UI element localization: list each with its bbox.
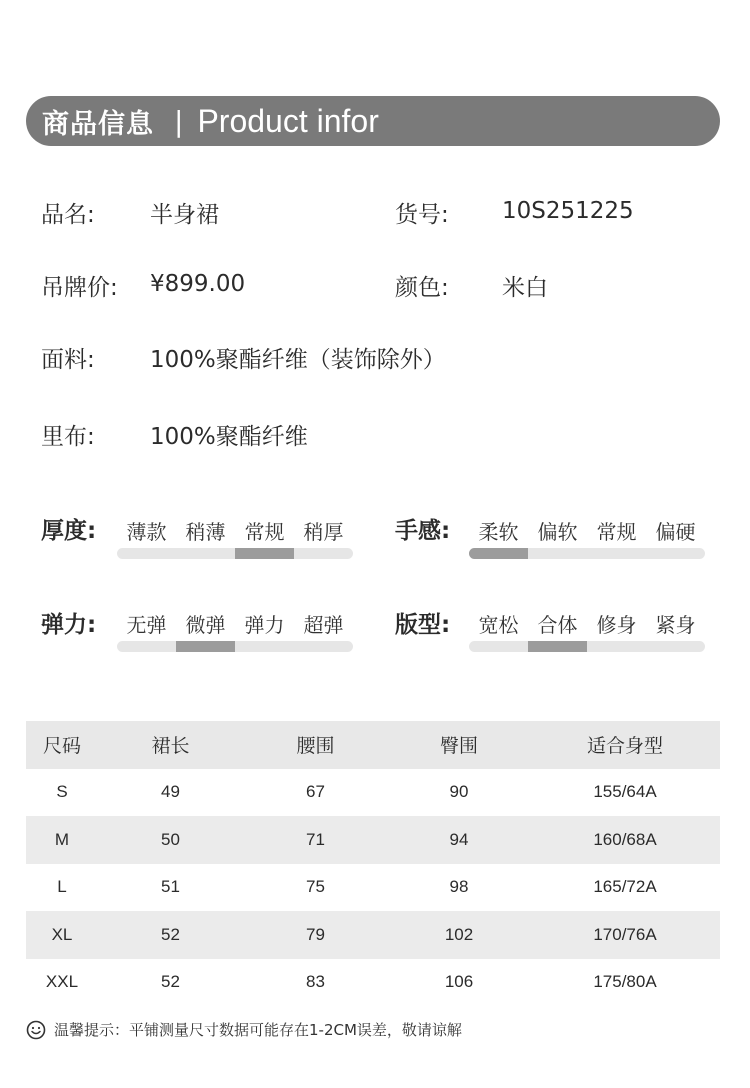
table-row: [26, 911, 720, 959]
elasticity-option: 微弹: [185, 613, 226, 637]
color-label: 颜色:: [395, 275, 449, 301]
fit-option: 合体: [537, 613, 578, 637]
table-cell: S: [56, 782, 68, 802]
hand-feel-scale: [469, 548, 705, 559]
fit-label: 版型:: [395, 612, 451, 638]
thickness-label: 厚度:: [41, 518, 97, 544]
color-value: 米白: [502, 275, 548, 301]
thickness-option: 常规: [244, 520, 285, 544]
fabric-value: 100%聚酯纤维（装饰除外）: [150, 347, 446, 373]
elasticity-options: [117, 609, 353, 638]
sku-label: 货号:: [395, 202, 449, 228]
hand-feel-label: 手感:: [395, 518, 451, 544]
name-label: 品名:: [41, 202, 95, 228]
table-cell: 90: [449, 782, 469, 802]
table-cell: 50: [161, 829, 180, 849]
table-cell: 98: [449, 877, 469, 897]
table-cell: L: [57, 877, 67, 897]
price-label: 吊牌价:: [41, 275, 118, 301]
table-row: [26, 769, 720, 817]
fit-scale-fill: [528, 641, 587, 652]
hand-feel-option: 偏软: [537, 520, 578, 544]
elasticity-option: 超弹: [303, 613, 344, 637]
hand-feel-option: 柔软: [478, 520, 519, 544]
sku-value: 10S251225: [502, 198, 634, 224]
section-header: [26, 96, 720, 146]
table-row: [26, 816, 720, 864]
thickness-options: [117, 516, 353, 545]
thickness-option: 稍薄: [185, 520, 226, 544]
header-title-en: Product infor: [197, 102, 379, 139]
table-cell: 75: [306, 877, 325, 897]
header-separator: |: [174, 104, 184, 138]
header-cell-waist: 腰围: [296, 735, 335, 758]
table-cell: 160/68A: [593, 829, 657, 849]
table-cell: 102: [444, 924, 474, 944]
fit-scale: [469, 641, 705, 652]
table-cell: 170/76A: [593, 924, 657, 944]
elasticity-scale: [117, 641, 353, 652]
fit-options: [469, 609, 705, 638]
table-cell: 175/80A: [593, 972, 657, 992]
header-title-cn: 商品信息: [42, 108, 154, 140]
fit-option: 修身: [596, 613, 637, 637]
table-cell: 79: [306, 924, 325, 944]
table-cell: 67: [306, 782, 325, 802]
table-cell: 71: [306, 829, 325, 849]
header-cell-body-type: 适合身型: [586, 735, 663, 758]
fit-option: 紧身: [655, 613, 696, 637]
table-row: [26, 959, 720, 1007]
fabric-label: 面料:: [41, 347, 95, 373]
elasticity-label: 弹力:: [41, 612, 97, 638]
table-cell: XXL: [45, 972, 79, 992]
header-cell-skirt-length: 裙长: [151, 735, 190, 758]
table-cell: M: [54, 829, 70, 849]
measurement-tip: [26, 1019, 462, 1040]
fit-option: 宽松: [478, 613, 519, 637]
hand-feel-option: 常规: [596, 520, 637, 544]
table-cell: 51: [161, 877, 180, 897]
table-cell: 165/72A: [593, 877, 657, 897]
hand-feel-option: 偏硬: [655, 520, 696, 544]
thickness-scale-fill: [235, 548, 294, 559]
header-cell-hip: 臀围: [439, 735, 478, 758]
table-cell: 49: [161, 782, 180, 802]
name-value: 半身裙: [150, 202, 219, 228]
elasticity-option: 无弹: [126, 613, 167, 637]
table-cell: 94: [449, 829, 469, 849]
elasticity-option: 弹力: [244, 613, 285, 637]
header-cell-size: 尺码: [42, 735, 81, 758]
table-cell: 83: [306, 972, 325, 992]
table-row: [26, 864, 720, 912]
thickness-option: 稍厚: [303, 520, 344, 544]
elasticity-scale-fill: [176, 641, 235, 652]
table-cell: 52: [161, 924, 180, 944]
smile-icon: [26, 1020, 46, 1040]
table-cell: 52: [161, 972, 180, 992]
tip-text: 温馨提示：平铺测量尺寸数据可能存在1-2CM误差，敬请谅解: [54, 1021, 462, 1039]
size-table-header: [26, 721, 720, 769]
lining-label: 里布:: [41, 424, 95, 450]
table-cell: 106: [444, 972, 474, 992]
hand-feel-options: [469, 516, 705, 545]
lining-value: 100%聚酯纤维: [150, 424, 308, 450]
price-value: ¥899.00: [150, 271, 246, 297]
thickness-scale: [117, 548, 353, 559]
size-table: [26, 721, 720, 1006]
table-cell: 155/64A: [593, 782, 657, 802]
table-cell: XL: [51, 924, 73, 944]
thickness-option: 薄款: [126, 520, 167, 544]
hand-feel-scale-fill: [469, 548, 528, 559]
